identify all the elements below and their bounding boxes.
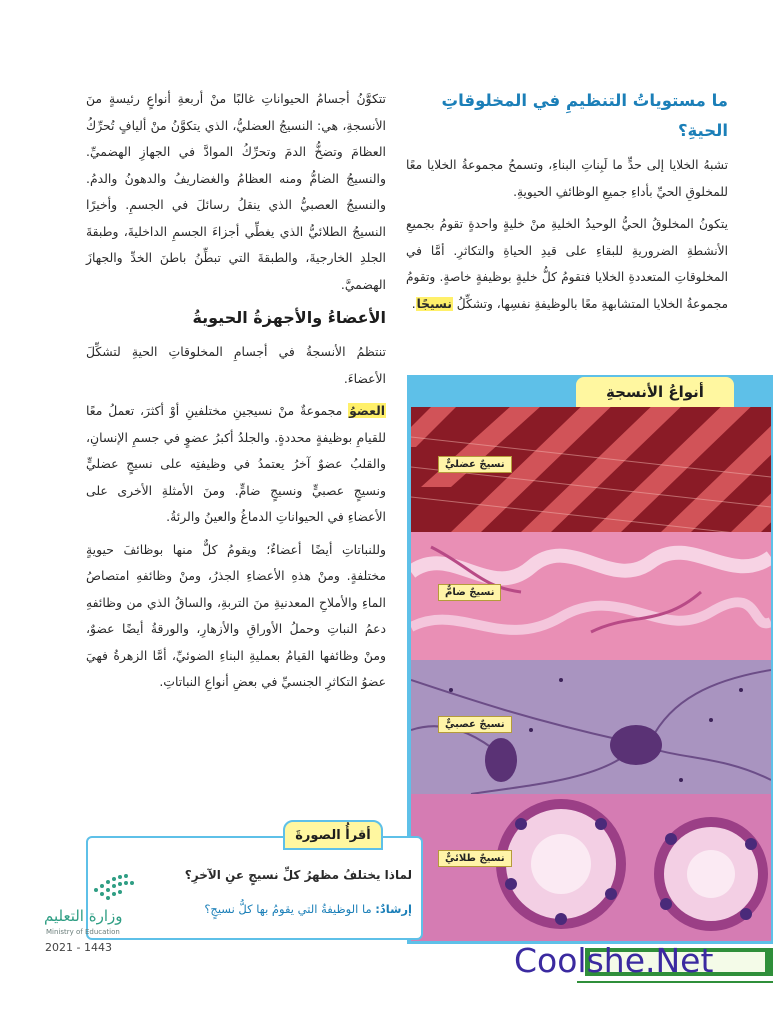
muscle-tissue-label: نسيجٌ عضليٌّ	[438, 456, 512, 473]
nervous-tissue-label: نسيجٌ عصبيٌّ	[438, 716, 512, 733]
read-picture-hint	[150, 902, 412, 916]
epithelial-tissue-label: نسيجٌ طلائيٌّ	[438, 850, 512, 867]
tissue-term: نسيجًا	[416, 296, 452, 311]
organ-definition: مجموعةٌ منْ نسيجينِ مختلفينِ أوْ أكثرَ، تعملُ معًا للقيامِ بوظيفةٍ محددةٍ. والجلدُ أكبرُ عضوٍ في جسمِ الإنسانِ، والقلبُ عضوٌ آخرُ يعتمدُ في وظيفتِه على نسيجٍ عضليٍّ ونسيجٍ عصبيٍّ ونسيجٍ ضامٍّ. ومنَ الأمثلةِ الأخرى على الأعضاءِ في الحيواناتِ الدماغُ والعينُ والرئةُ.	[86, 403, 386, 524]
footer-rule	[577, 981, 773, 983]
ministry-logo-icon	[90, 868, 150, 902]
section-title: الأعضاءُ والأجهزةُ الحيويةُ	[192, 308, 386, 327]
organs-paragraph-2	[86, 398, 386, 531]
plants-paragraph: وللنباتاتِ أيضًا أعضاءٌ؛ ويقومُ كلٌّ منها بوظائفَ حيويةٍ مختلفةٍ. ومنْ هذهِ الأعضاءِ الجذرُ، ومنْ وظائفهِ امتصاصُ الماءِ والأملاحِ المعدنيةِ منَ التربةِ، والساقُ الذي من وظائفهِ دعمُ النباتِ وحملُ الأوراقِ والأزهارِ، والورقةُ أيضًا عضوٌ، ومنْ وظائفها القيامُ بعمليةِ البناءِ الضوئيِّ، أمَّا الزهرةُ فهيَ عضوُ التكاثرِ الجنسيِّ في بعضِ أنواعِ النباتاتِ.	[86, 541, 386, 689]
hint-text: ما الوظيفةُ التي يقومُ بها كلُّ نسيجٍ؟	[204, 902, 372, 916]
cells-paragraph: تشبهُ الخلايا إلى حدٍّ ما لَبِناتِ البناءِ، وتسمحُ مجموعةُ الخلايا معًا للمخلوقِ الحيِّ بأداءِ جميعِ الوظائفِ الحيويةِ.	[406, 158, 728, 199]
read-picture-tab: أقرأُ الصورةَ	[283, 820, 383, 850]
organ-term: العضوُ	[349, 403, 385, 418]
hint-label: إرشادٌ:	[375, 902, 412, 916]
connective-tissue-label: نسيجٌ ضامٌّ	[438, 584, 501, 601]
organs-paragraph-1: تنتظمُ الأنسجةُ في أجسامِ المخلوقاتِ الحيةِ لتشكِّلَ الأعضاءَ.	[86, 344, 386, 386]
ministry-name-arabic: وزارة التعليم	[44, 907, 123, 925]
left-column	[86, 86, 386, 702]
site-watermark: Coolshe.Net	[514, 941, 714, 980]
edition-year: 2021 - 1443	[45, 941, 112, 954]
read-picture-question: لماذا يختلفُ مظهرُ كلِّ نسيجٍ عنِ الآخرِ؟	[184, 868, 412, 882]
question-title: ما مستوياتُ التنظيمِ في المخلوقاتِ الحيةِ؟	[441, 91, 728, 140]
ministry-name-english: Ministry of Education	[46, 928, 120, 936]
tissue-paragraph: يتكونُ المخلوقُ الحيُّ الوحيدُ الخليةِ منْ خليةٍ واحدةٍ تقومُ بجميعِ الأنشطةِ الضروريةِ للبقاءِ على قيدِ الحياةِ والتكاثرِ. أمَّا في المخلوقاتِ المتعددةِ الخلايا فتقومُ كلُّ خليةٍ بوظيفةٍ خاصةٍ. وتقومُ مجموعةُ الخلايا المتشابهةِ معًا بالوظيفةِ نفسِها، وتشكِّلُ نسيجًا.	[406, 217, 728, 311]
epithelial-illustration	[411, 794, 771, 941]
epithelial-tissue-image	[411, 794, 771, 941]
right-column	[406, 86, 728, 323]
tissue-panel-tab: أنواعُ الأنسجةِ	[574, 375, 736, 407]
intro-paragraph: تتكوَّنُ أجسامُ الحيواناتِ غالبًا منْ أربعةِ أنواعٍ رئيسةٍ منَ الأنسجةِ، هي: النسيجُ العضليُّ، الذي يتكوَّنُ منْ أليافٍ تُحرِّكُ العظامَ وتضخُّ الدمَ وتحرِّكُ الموادَّ في الجهازِ الهضميِّ. والنسيجُ الضامُّ ومنه العظامُ والغضاريفُ والدهونُ والدمُ. والنسيجُ العصبيُّ الذي ينقلُ رسائلَ في الجسمِ. وأخيرًا النسيجُ الطلائيُّ الذي يغطِّي أجزاءَ الجسمِ الداخليةَ، وطبقةَ الجلدِ الخارجيةَ، والطبقةَ التي تبطِّنُ باطنَ الخدِّ والجهازَ الهضميَّ.	[86, 91, 386, 292]
